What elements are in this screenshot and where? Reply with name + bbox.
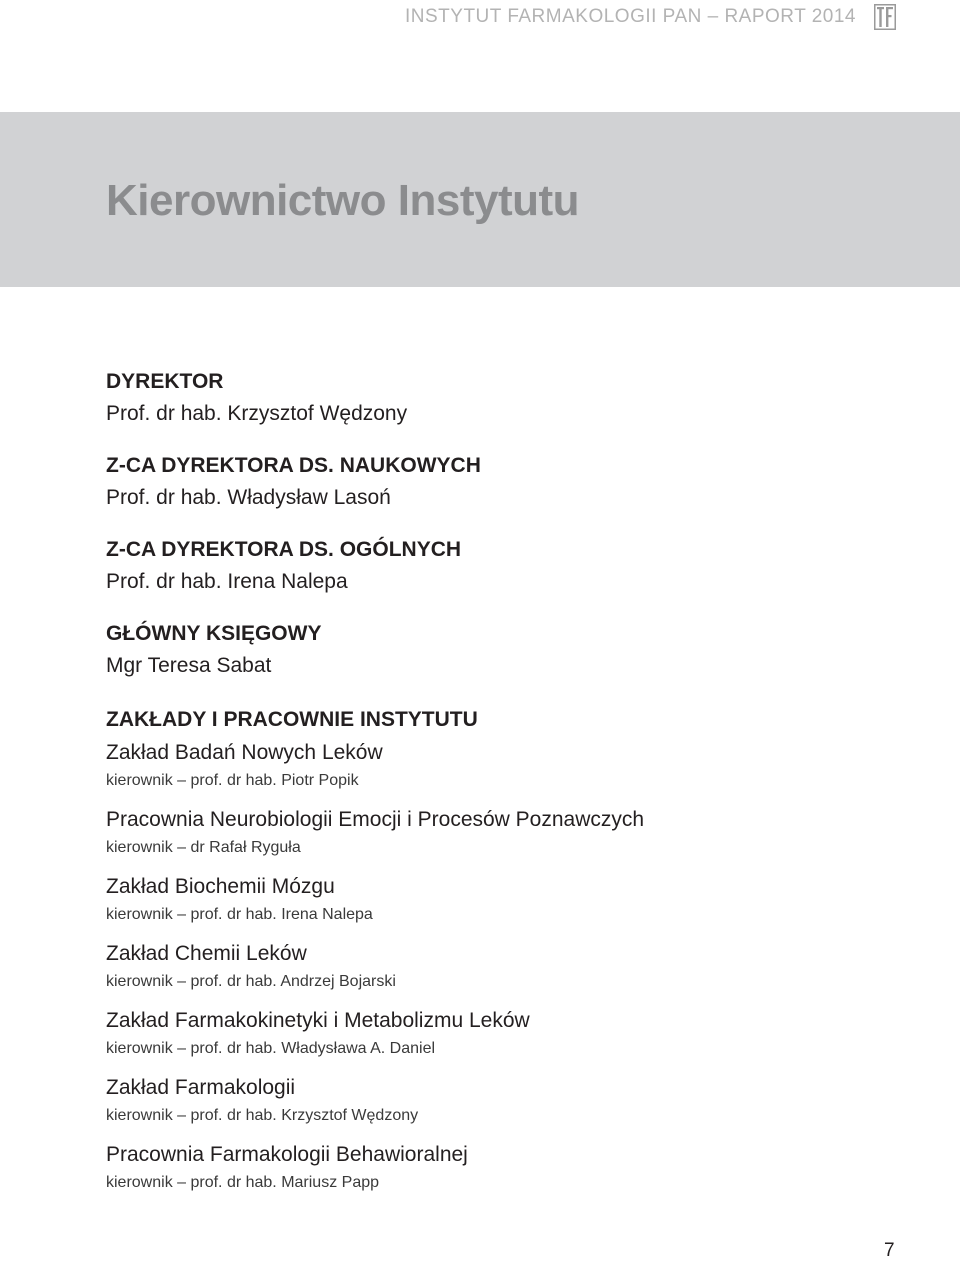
unit-item	[106, 1138, 906, 1194]
unit-head: kierownik – prof. dr hab. Mariusz Papp	[106, 1174, 380, 1191]
page-number: 7	[884, 1240, 895, 1261]
unit-name: Zakład Biochemii Mózgu	[106, 875, 335, 898]
unit-item	[106, 1071, 906, 1127]
leadership-entry-chief-accountant	[106, 618, 906, 682]
unit-head: kierownik – prof. dr hab. Andrzej Bojarski	[106, 973, 396, 990]
unit-head: kierownik – prof. dr hab. Irena Nalepa	[106, 906, 373, 923]
unit-name: Pracownia Farmakologii Behawioralnej	[106, 1143, 468, 1166]
role-person: Prof. dr hab. Krzysztof Wędzony	[106, 402, 408, 425]
role-person: Prof. dr hab. Irena Nalepa	[106, 570, 348, 593]
institute-logo-icon	[874, 4, 896, 30]
units-heading: ZAKŁADY I PRACOWNIE INSTYTUTU	[106, 708, 478, 731]
leadership-entry-director	[106, 366, 906, 430]
leadership-entry-deputy-science	[106, 450, 906, 514]
running-header: INSTYTUT FARMAKOLOGII PAN – RAPORT 2014	[405, 6, 856, 27]
unit-item	[106, 803, 906, 859]
leadership-content	[106, 366, 906, 1205]
unit-head: kierownik – prof. dr hab. Krzysztof Wędzony	[106, 1107, 419, 1124]
unit-name: Zakład Farmakologii	[106, 1076, 296, 1099]
unit-item	[106, 870, 906, 926]
unit-item	[106, 1004, 906, 1060]
role-person: Mgr Teresa Sabat	[106, 654, 272, 677]
unit-head: kierownik – prof. dr hab. Władysława A. Daniel	[106, 1040, 436, 1057]
unit-name: Zakład Badań Nowych Leków	[106, 741, 383, 764]
unit-item	[106, 937, 906, 993]
role-heading: DYREKTOR	[106, 370, 224, 393]
unit-name: Zakład Chemii Leków	[106, 942, 307, 965]
role-heading: Z-CA DYREKTORA DS. NAUKOWYCH	[106, 454, 481, 477]
unit-head: kierownik – prof. dr hab. Piotr Popik	[106, 772, 359, 789]
unit-item	[106, 736, 906, 792]
unit-name: Pracownia Neurobiologii Emocji i Procesów Poznawczych	[106, 808, 645, 831]
unit-name: Zakład Farmakokinetyki i Metabolizmu Leków	[106, 1009, 530, 1032]
unit-head: kierownik – dr Rafał Ryguła	[106, 839, 301, 856]
role-heading: Z-CA DYREKTORA DS. OGÓLNYCH	[106, 538, 462, 561]
role-heading: GŁÓWNY KSIĘGOWY	[106, 622, 322, 645]
page-title: Kierownictwo Instytutu	[106, 176, 579, 225]
role-person: Prof. dr hab. Władysław Lasoń	[106, 486, 391, 509]
leadership-entry-deputy-general	[106, 534, 906, 598]
